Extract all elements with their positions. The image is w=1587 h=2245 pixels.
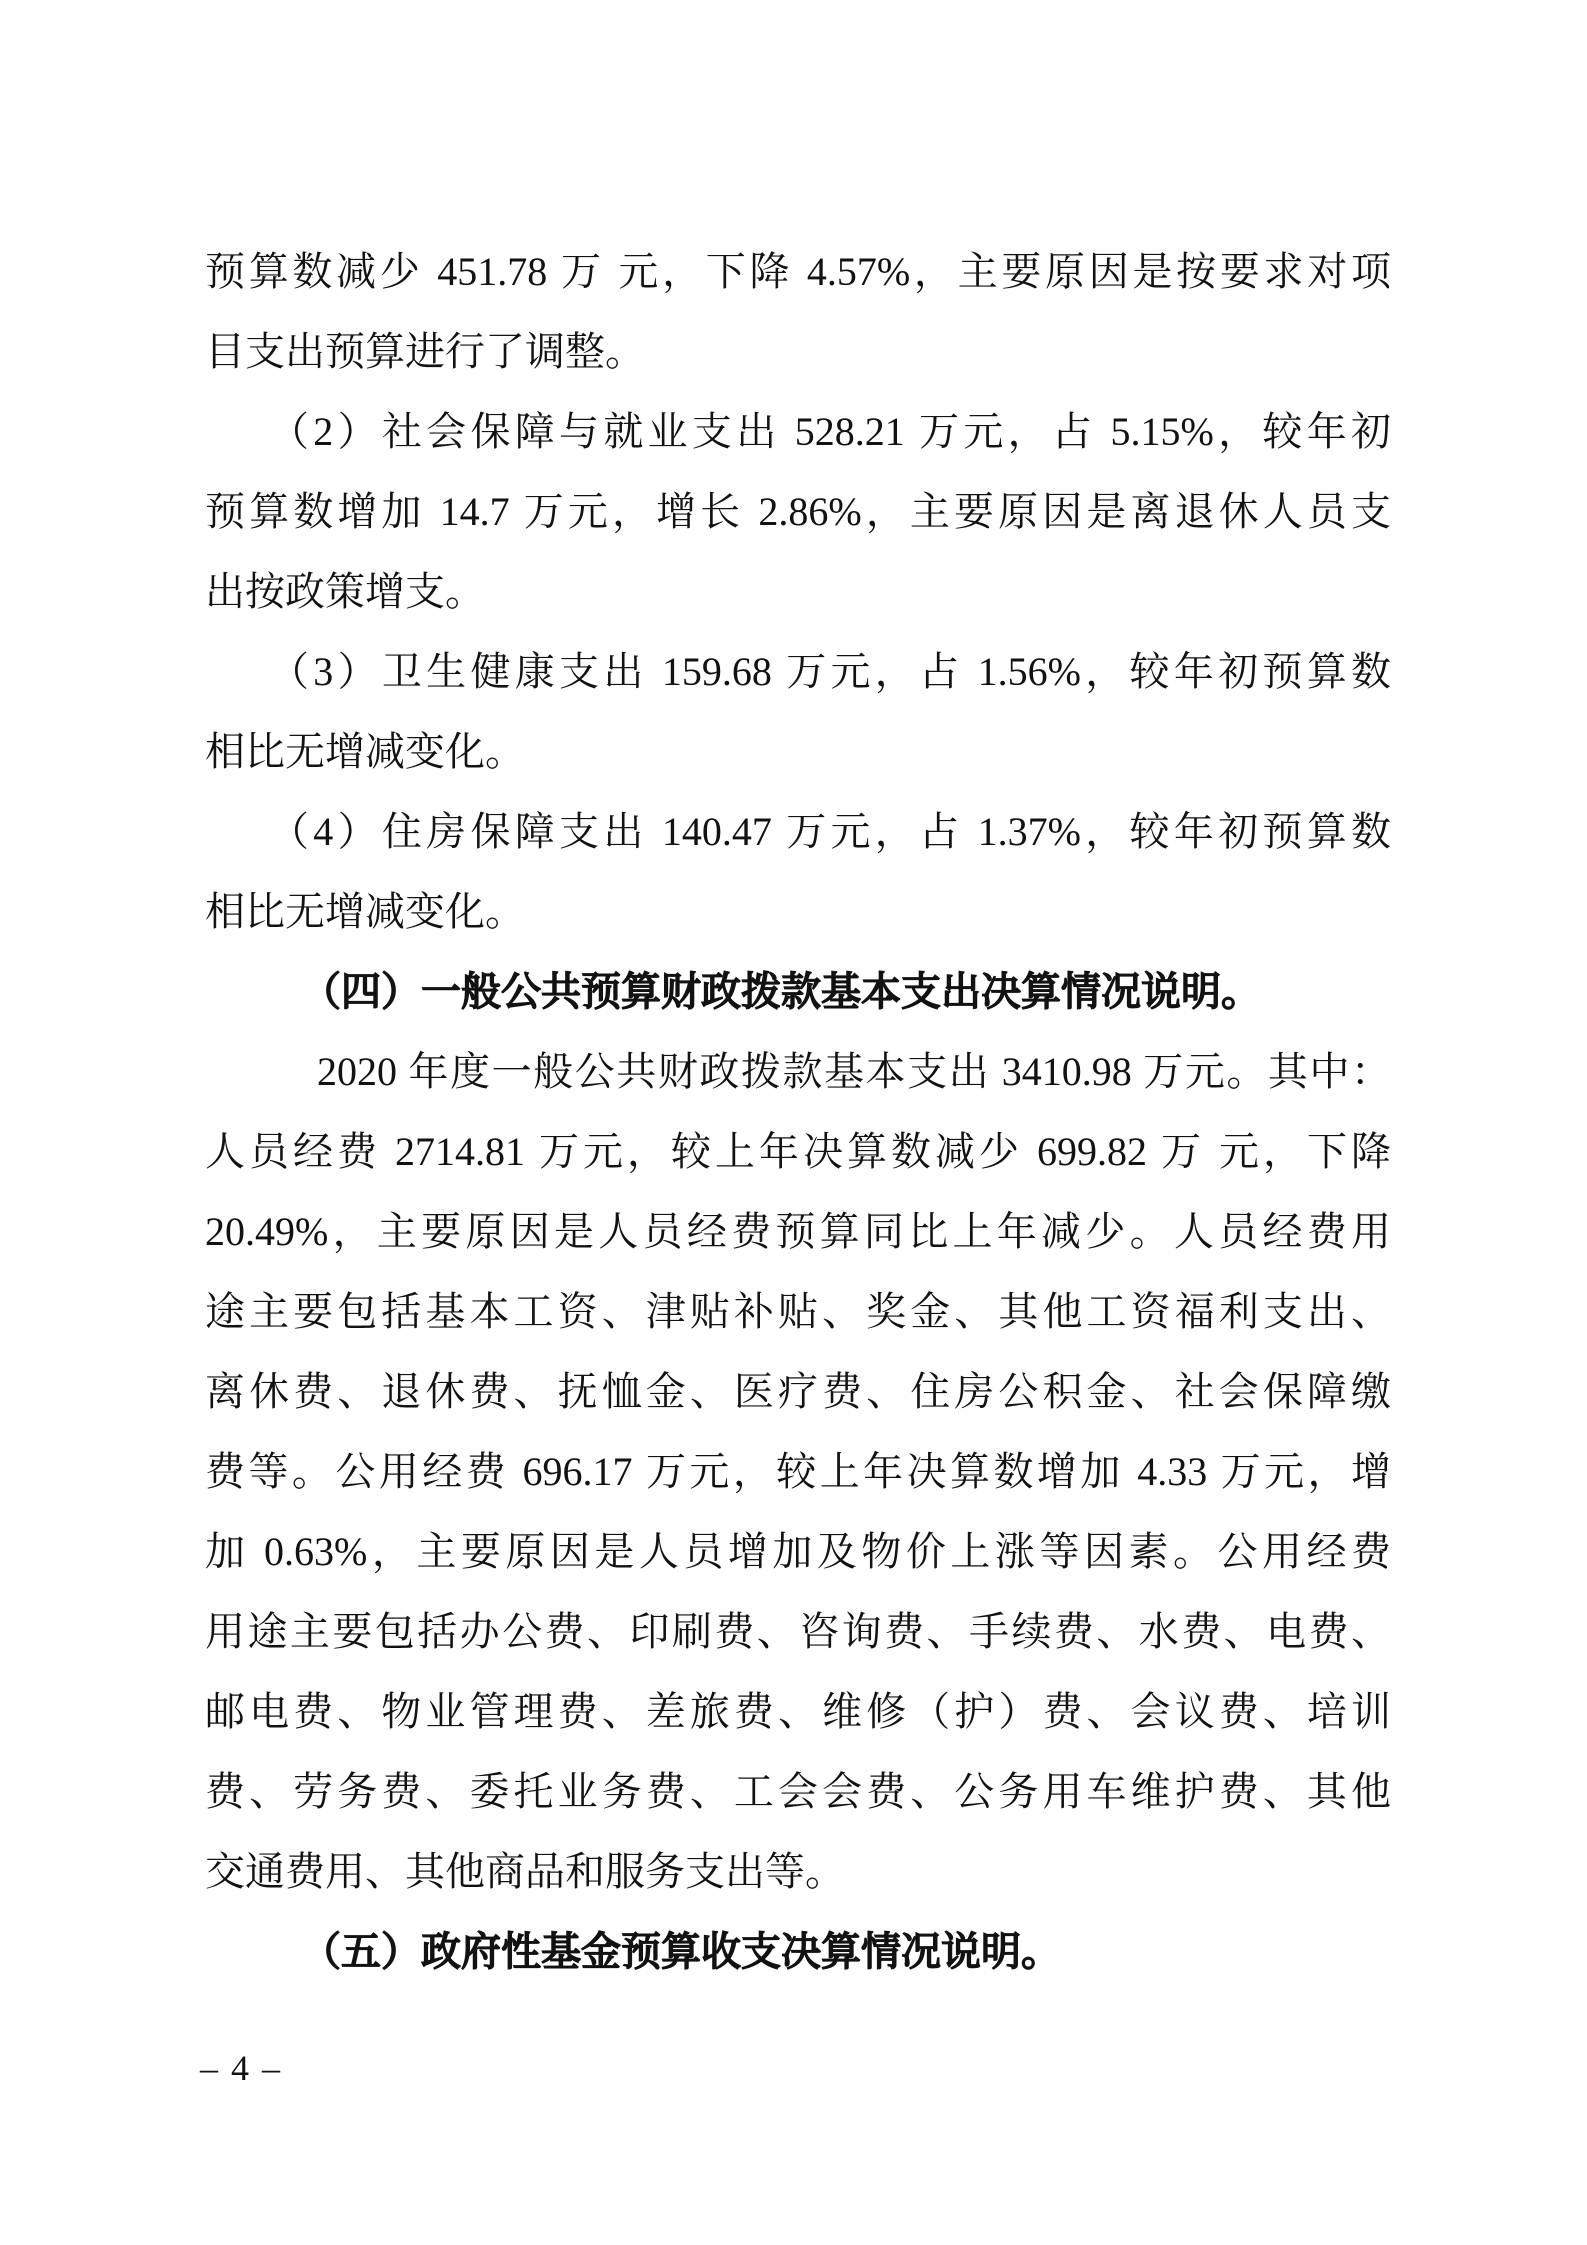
- text-line: 2020 年度一般公共财政拨款基本支出 3410.98 万元。其中：: [317, 1049, 1391, 1094]
- text-line: 相比无增减变化。: [205, 889, 525, 934]
- text-line: 相比无增减变化。: [205, 729, 525, 774]
- text-line: 费、劳务费、委托业务费、工会会费、公务用车维护费、其他: [205, 1769, 1391, 1814]
- heading-line: （五）政府性基金预算收支决算情况说明。: [301, 1929, 1061, 1974]
- text-line: 出按政策增支。: [205, 569, 485, 614]
- text-line: 交通费用、其他商品和服务支出等。: [205, 1849, 845, 1894]
- text-line: 邮电费、物业管理费、差旅费、维修（护）费、会议费、培训: [205, 1689, 1391, 1734]
- text-line: 人员经费 2714.81 万元，较上年决算数减少 699.82 万 元，下降: [205, 1129, 1391, 1174]
- text-line: （3）卫生健康支出 159.68 万元，占 1.56%，较年初预算数: [269, 649, 1391, 694]
- text-line: 加 0.63%，主要原因是人员增加及物价上涨等因素。公用经费: [205, 1529, 1391, 1574]
- page-number: – 4 –: [200, 2048, 282, 2088]
- text-line: 预算数减少 451.78 万 元，下降 4.57%，主要原因是按要求对项: [205, 249, 1391, 294]
- text-line: （4）住房保障支出 140.47 万元，占 1.37%，较年初预算数: [269, 809, 1391, 854]
- text-block: [205, 232, 1391, 1992]
- text-line: 用途主要包括办公费、印刷费、咨询费、手续费、水费、电费、: [205, 1609, 1391, 1654]
- heading-line: （四）一般公共预算财政拨款基本支出决算情况说明。: [301, 969, 1261, 1014]
- text-line: （2）社会保障与就业支出 528.21 万元，占 5.15%，较年初: [269, 409, 1391, 454]
- text-line: 离休费、退休费、抚恤金、医疗费、住房公积金、社会保障缴: [205, 1369, 1391, 1414]
- text-line: 20.49%，主要原因是人员经费预算同比上年减少。人员经费用: [205, 1209, 1391, 1254]
- text-line: 费等。公用经费 696.17 万元，较上年决算数增加 4.33 万元，增: [205, 1449, 1391, 1494]
- text-line: 途主要包括基本工资、津贴补贴、奖金、其他工资福利支出、: [205, 1289, 1391, 1334]
- text-line: 目支出预算进行了调整。: [205, 329, 645, 374]
- text-line: 预算数增加 14.7 万元，增长 2.86%，主要原因是离退休人员支: [205, 489, 1391, 534]
